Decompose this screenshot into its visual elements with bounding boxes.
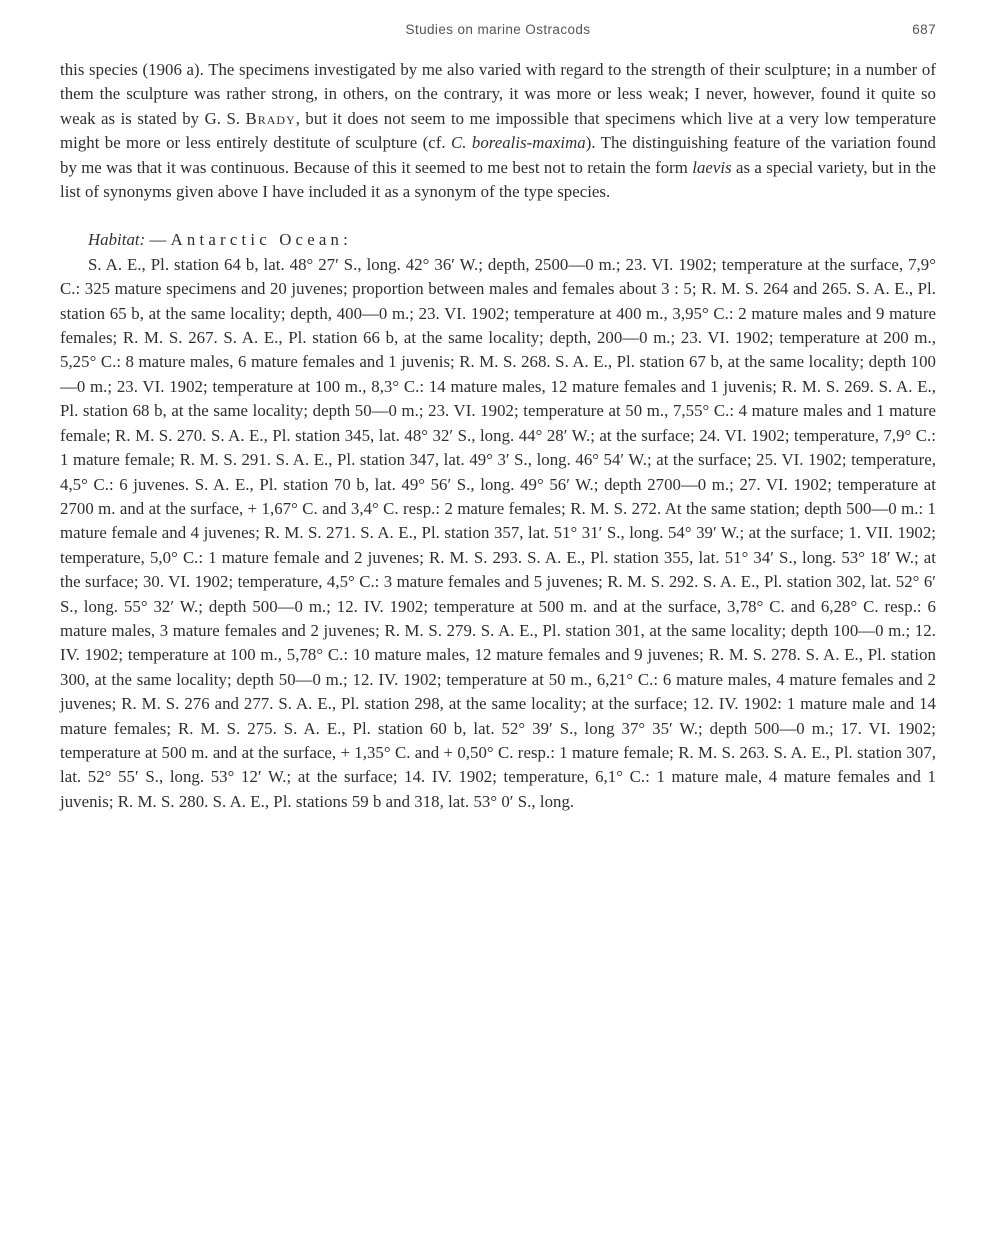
habitat-dash: — bbox=[145, 230, 171, 250]
intro-text-2: , but it does not seem to me impossible that specimens which live at a very low temperature might be more or less entirely destitute of sculpture (cf. bbox=[60, 108, 936, 153]
author-brady: Brady bbox=[245, 108, 296, 128]
habitat-ocean: Antarctic Ocean: bbox=[170, 230, 352, 250]
intro-text-3: ). The distinguishing feature of the variation found by me was that it was continuous. Because of this it seemed to me best not to retain the form bbox=[60, 133, 936, 177]
body-text bbox=[60, 58, 936, 814]
intro-text-4: as a special variety, but in the list of synonyms given above I have included it as a synonym of the type species. bbox=[60, 157, 936, 202]
habitat-heading bbox=[60, 228, 936, 252]
habitat-label: Habitat: bbox=[88, 230, 146, 250]
intro-text-1: this species (1906 a). The specimens investigated by me also varied with regard to the strength of their sculpture; in a number of them the sculpture was rather strong, in others, on the contrary, it was more or less weak; I never, however, found it quite so weak as is stated by G. S. bbox=[60, 60, 936, 128]
running-head bbox=[60, 22, 936, 48]
page-number: 687 bbox=[912, 22, 936, 37]
intro-paragraph bbox=[60, 58, 936, 204]
station-records: S. A. E., Pl. station 64 b, lat. 48° 27′ S., long. 42° 36′ W.; depth, 2500—0 m.; 23. VI. 1902; temperature at the surface, 7,9° C.: 325 mature specimens and 20 juvenes; proportion between males and females about 3 : 5; R. M. S. 264 and 265. S. A. E., Pl. station 65 b, at the same locality; depth, 400—0 m.; 23. VI. 1902; temperature at 400 m., 3,95° C.: 2 mature males and 9 mature females; R. M. S. 267. S. A. E., Pl. station 66 b, at the same locality; depth, 200—0 m.; 23. VI. 1902; temperature at 200 m., 5,25° C.: 8 mature males, 6 mature females and 1 juvenis; R. M. S. 268. S. A. E., Pl. station 67 b, at the same locality; depth 100—0 m.; 23. VI. 1902; temperature at 100 m., 8,3° C.: 14 mature males, 12 mature females and 1 juvenis; R. M. S. 269. S. A. E., Pl. station 68 b, at the same locality; depth 50—0 m.; 23. VI. 1902; temperature at 50 m., 7,55° C.: 4 mature males and 1 mature female; R. M. S. 270. S. A. E., Pl. station 345, lat. 48° 32′ S., long. 44° 28′ W.; at the surface; 24. VI. 1902; temperature, 7,9° C.: 1 mature female; R. M. S. 291. S. A. E., Pl. station 347, lat. 49° 3′ S., long. 46° 54′ W.; at the surface; 25. VI. 1902; temperature, 4,5° C.: 6 juvenes. S. A. E., Pl. station 70 b, lat. 49° 56′ S., long. 49° 56′ W.; depth 2700—0 m.; 27. VI. 1902; temperature at 2700 m. and at the surface, + 1,67° C. and 3,4° C. resp.: 2 mature females; R. M. S. 272. At the same station; depth 500—0 m.: 1 mature female and 4 juvenes; R. M. S. 271. S. A. E., Pl. station 357, lat. 51° 31′ S., long. 54° 39′ W.; at the surface; 1. VII. 1902; temperature, 5,0° C.: 1 mature female and 2 juvenes; R. M. S. 293. S. A. E., Pl. station 355, lat. 51° 34′ S., long. 53° 18′ W.; at the surface; 30. VI. 1902; temperature, 4,5° C.: 3 mature females and 5 juvenes; R. M. S. 292. S. A. E., Pl. station 302, lat. 52° 6′ S., long. 55° 32′ W.; depth 500—0 m.; 12. IV. 1902; temperature at 500 m. and at the surface, 3,78° C. and 6,28° C. resp.: 6 mature males, 3 mature females and 2 juvenes; R. M. S. 279. S. A. E., Pl. station 301, at the same locality; depth 100—0 m.; 12. IV. 1902; temperature at 100 m., 5,78° C.: 10 mature males, 12 mature females and 9 juvenes; R. M. S. 278. S. A. E., Pl. station 300, at the same locality; depth 50—0 m.; 12. IV. 1902; temperature at 50 m., 6,21° C.: 6 mature males, 4 mature females and 2 juvenes; R. M. S. 276 and 277. S. A. E., Pl. station 298, at the same locality; at the surface; 12. IV. 1902: 1 mature male and 14 mature females; R. M. S. 275. S. A. E., Pl. station 60 b, lat. 52° 39′ S., long 37° 35′ W.; depth 500—0 m.; 17. VI. 1902; temperature at 500 m. and at the surface, + 1,35° C. and + 0,50° C. resp.: 1 mature female; R. M. S. 263. S. A. E., Pl. station 307, lat. 52° 55′ S., long. 53° 12′ W.; at the surface; 14. IV. 1902; temperature, 6,1° C.: 1 mature male, 4 mature females and 1 juvenis; R. M. S. 280. S. A. E., Pl. stations 59 b and 318, lat. 53° 0′ S., long. bbox=[60, 254, 936, 811]
running-title: Studies on marine Ostracods bbox=[405, 22, 591, 37]
form-laevis: laevis bbox=[692, 157, 732, 177]
species-reference: C. borealis-maxima bbox=[451, 133, 586, 153]
